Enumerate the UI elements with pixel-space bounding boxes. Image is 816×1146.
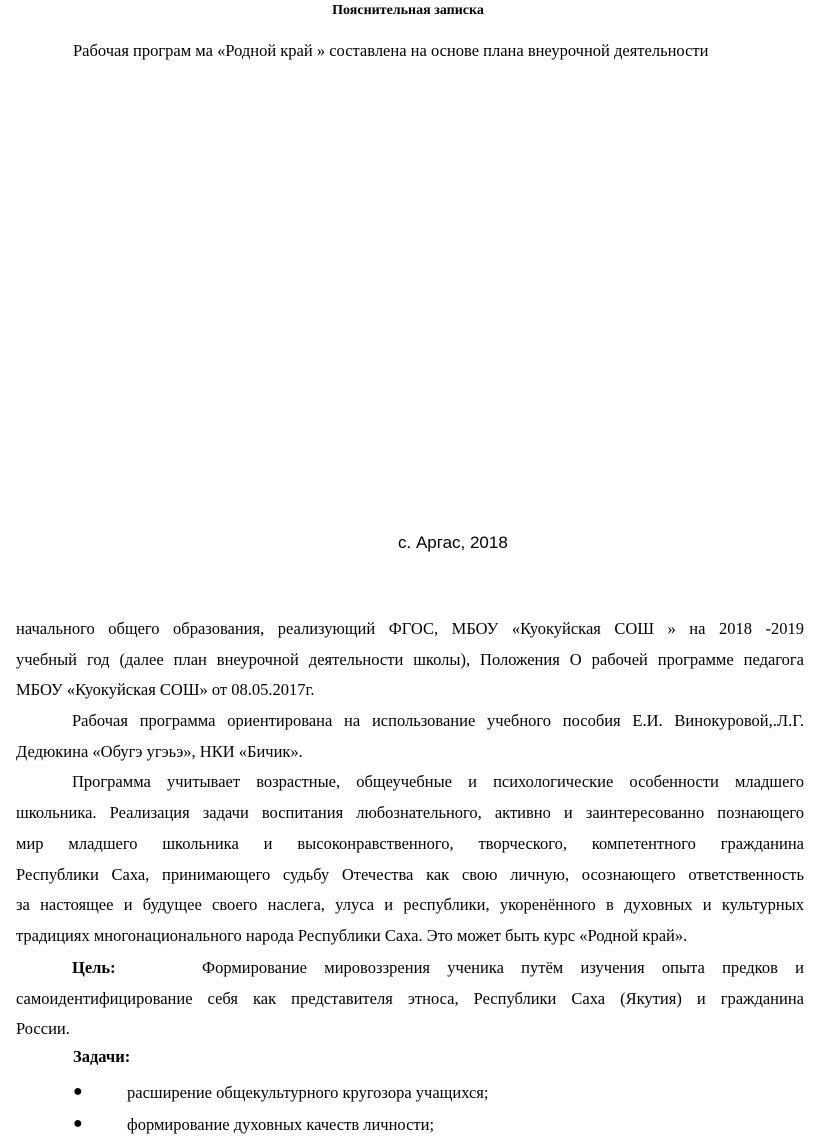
text-line: школьника. Реализация задачи воспитания любознательного, активно и заинтересованно познающего bbox=[16, 803, 804, 823]
text-line: учебный год (далее план внеурочной деятельности школы), Положения О рабочей программе педагога bbox=[16, 649, 804, 669]
goal-line bbox=[16, 952, 804, 984]
text-line: мир младшего школьника и высоконравственного, творческого, компетентного гражданина bbox=[16, 833, 804, 853]
list-item-text: расширение общекультурного кругозора учащихся; bbox=[127, 1083, 489, 1102]
main-text bbox=[16, 614, 804, 1045]
goal-label: Цель: bbox=[72, 957, 116, 977]
intro-line: Рабочая програм ма «Родной край » составлена на основе плана внеурочной деятельности bbox=[73, 41, 709, 60]
bullet-icon: ● bbox=[73, 1115, 83, 1132]
text-line: России. bbox=[16, 1019, 70, 1039]
list-item-text: формирование духовных качеств личности; bbox=[127, 1115, 435, 1134]
text-line: начального общего образования, реализующий ФГОС, МБОУ «Куокуйская СОШ » на 2018 -2019 bbox=[16, 619, 804, 638]
tasks-title: Задачи: bbox=[73, 1047, 131, 1066]
bullet-icon: ● bbox=[73, 1083, 83, 1100]
page-title: Пояснительная записка bbox=[332, 3, 484, 18]
text-line: Рабочая программа ориентирована на использование учебного пособия Е.И. Винокуровой,.Л.Г. bbox=[72, 711, 804, 731]
text-line: самоидентифицирование себя как представителя этноса, Республики Саха (Якутия) и гражданина bbox=[16, 988, 804, 1008]
place-year: с. Аргас, 2018 bbox=[398, 533, 508, 552]
text-line: Республики Саха, принимающего судьбу Отечества как свою личную, осознающего ответственность bbox=[16, 864, 804, 884]
text-line: МБОУ «Куокуйская СОШ» от 08.05.2017г. bbox=[16, 680, 315, 700]
text-line: Дедюкина «Обугэ угэьэ», НКИ «Бичик». bbox=[16, 741, 303, 761]
text-line: за настоящее и будущее своего наслега, улуса и республики, укоренённого в духовных и культурных bbox=[16, 895, 804, 915]
text-line: традициях многонационального народа Республики Саха. Это может быть курс «Родной край». bbox=[16, 925, 688, 945]
goal-text: Формирование мировоззрения ученика путём изучения опыта предков и bbox=[202, 957, 805, 977]
text-line: Программа учитывает возрастные, общеучебные и психологические особенности младшего bbox=[72, 772, 804, 792]
